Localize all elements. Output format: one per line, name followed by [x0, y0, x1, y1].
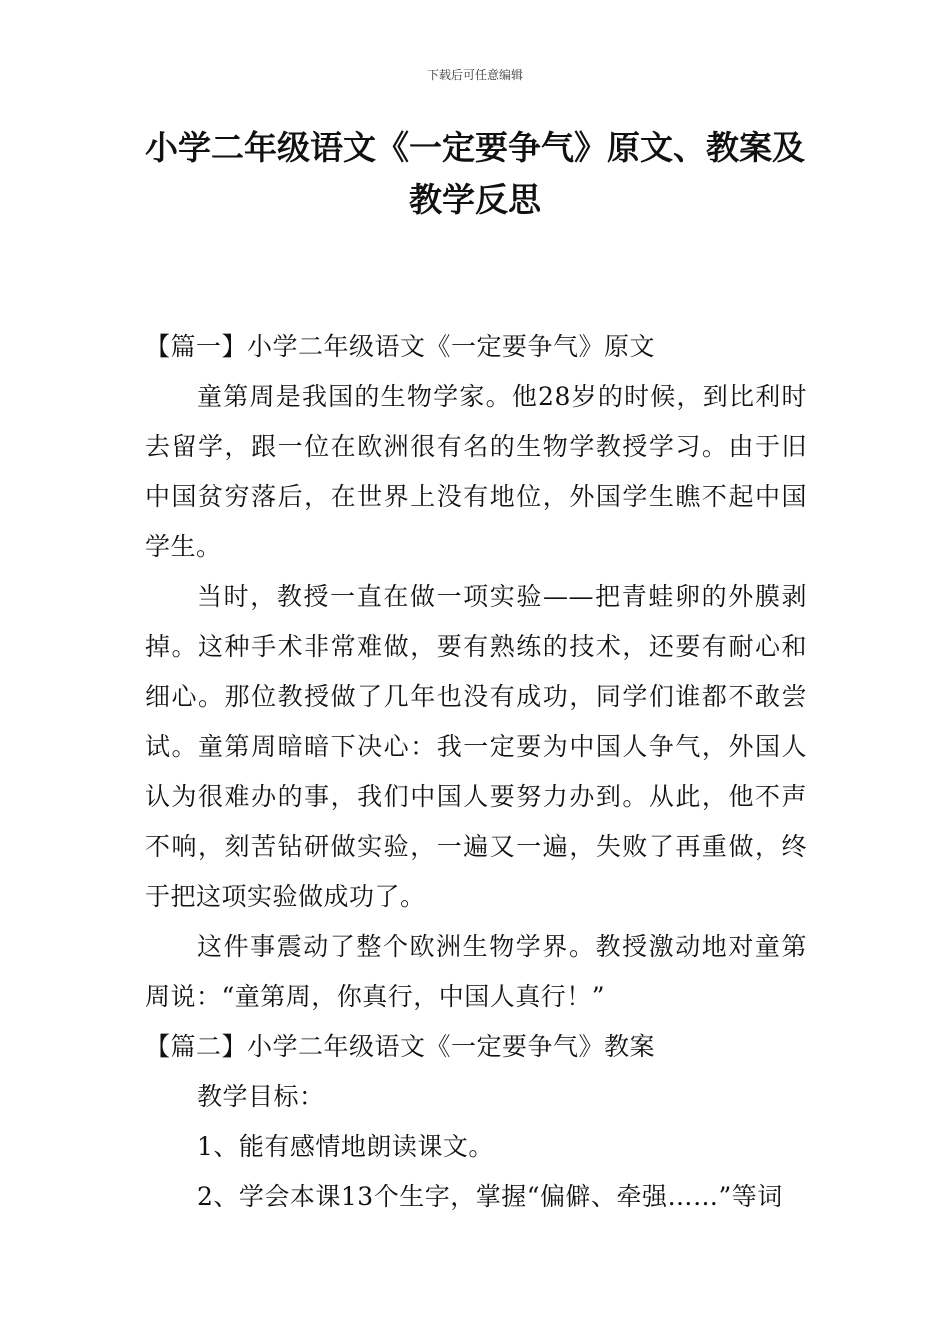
paragraph: 童第周是我国的生物学家。他28岁的时候，到比利时去留学，跟一位在欧洲很有名的生物学教授学习。由于旧中国贫穷落后，在世界上没有地位，外国学生瞧不起中国学生。 — [145, 382, 807, 561]
paragraph: 这件事震动了整个欧洲生物学界。教授激动地对童第周说：“童第周，你真行，中国人真行！” — [145, 932, 807, 1011]
header-note: 下载后可任意编辑 — [426, 68, 523, 82]
teaching-goals-label: 教学目标： — [197, 1082, 325, 1111]
goal-item: 1、能有感情地朗读课文。 — [197, 1132, 494, 1161]
document-title: 小学二年级语文《一定要争气》原文、教案及教学反思 — [145, 128, 805, 219]
goal-item: 2、学会本课13个生字，掌握“偏僻、牵强……”等词 — [197, 1182, 783, 1211]
paragraph: 当时，教授一直在做一项实验——把青蛙卵的外膜剥掉。这种手术非常难做，要有熟练的技术，还要有耐心和细心。那位教授做了几年也没有成功，同学们谁都不敢尝试。童第周暗暗下决心：我一定要为中国人争气，外国人认为很难办的事，我们中国人要努力办到。从此，他不声不响，刻苦钻研做实验，一遍又一遍，失败了再重做，终于把这项实验做成功了。 — [145, 582, 807, 911]
section-heading-part-one: 【篇一】小学二年级语文《一定要争气》原文 — [145, 332, 656, 361]
section-heading-part-two: 【篇二】小学二年级语文《一定要争气》教案 — [145, 1032, 656, 1061]
document-body — [145, 322, 807, 1222]
